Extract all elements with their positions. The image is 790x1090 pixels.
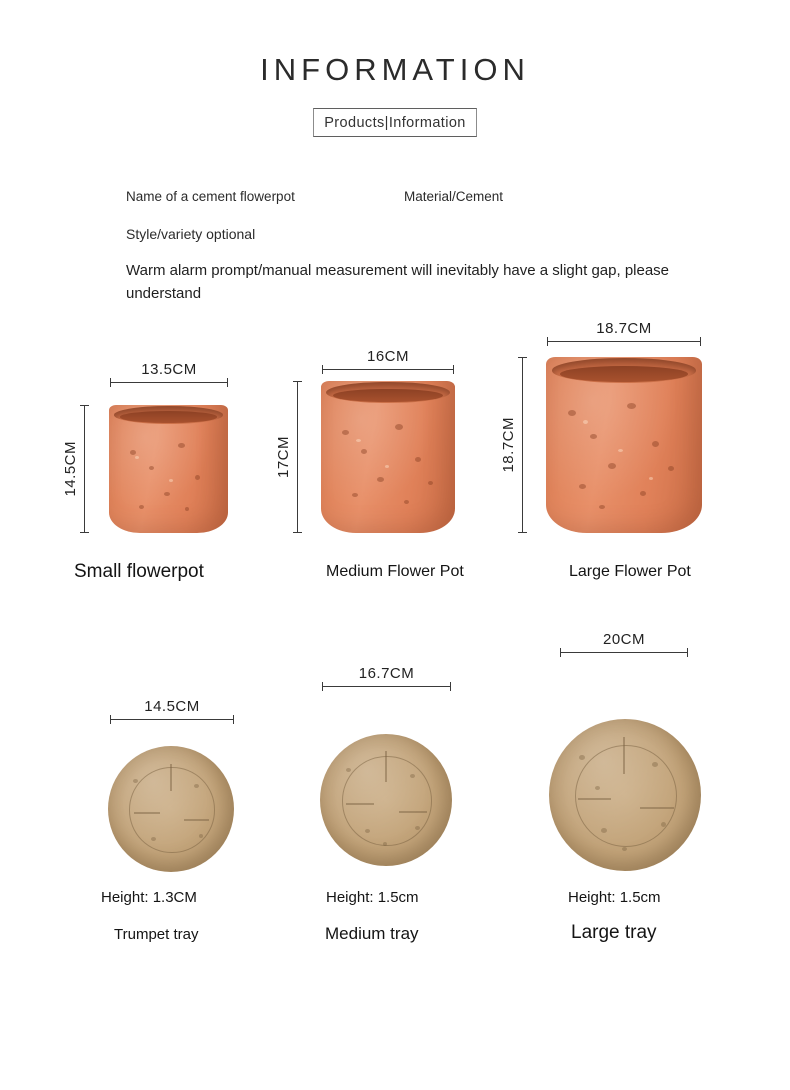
tray-row	[0, 631, 790, 971]
small-flowerpot-image	[109, 405, 228, 533]
spec-row-name-material	[126, 189, 726, 204]
texture-speck	[139, 505, 144, 509]
texture-speck	[383, 842, 387, 846]
page-title: INFORMATION	[260, 52, 530, 87]
small-pot-width-line	[110, 382, 228, 383]
texture-speck	[133, 779, 138, 783]
texture-speck	[361, 449, 367, 454]
trumpet-tray-width-dimension	[110, 698, 234, 720]
spec-warning: Warm alarm prompt/manual measurement will inevitably have a slight gap, please understand	[126, 262, 670, 302]
trumpet-tray-caption: Trumpet tray	[114, 926, 199, 943]
texture-highlight	[356, 439, 361, 442]
texture-speck	[668, 466, 674, 471]
information-page	[0, 52, 790, 1090]
texture-speck	[151, 837, 156, 841]
texture-speck	[622, 847, 627, 851]
texture-highlight	[583, 420, 588, 424]
large-pot-width-label: 18.7CM	[596, 320, 652, 337]
small-flowerpot-caption: Small flowerpot	[74, 561, 204, 582]
pot-interior	[560, 366, 688, 382]
tray-ring	[575, 745, 677, 847]
medium-pot-width-dimension	[322, 348, 454, 370]
spec-product-name: Name of a cement flowerpot	[126, 189, 295, 204]
medium-pot-width-label: 16CM	[366, 348, 409, 365]
medium-pot-width-line	[322, 369, 454, 370]
spec-material: Material/Cement	[404, 189, 504, 204]
texture-speck	[568, 410, 576, 416]
tray-groove	[346, 803, 374, 805]
texture-highlight	[385, 465, 389, 468]
flowerpot-row	[0, 320, 790, 653]
tray-groove	[184, 819, 209, 821]
texture-highlight	[649, 477, 653, 480]
medium-pot-height-label: 17CM	[275, 435, 292, 478]
subtitle-container	[0, 108, 790, 137]
pot-interior	[120, 411, 218, 423]
texture-speck	[590, 434, 597, 439]
large-tray-width-line	[560, 652, 688, 653]
tray-groove	[623, 737, 625, 773]
medium-pot-height-dimension	[275, 381, 298, 533]
texture-speck	[194, 784, 199, 788]
large-pot-width-line	[547, 341, 701, 342]
texture-speck	[652, 441, 659, 447]
texture-speck	[410, 774, 415, 778]
spec-style: Style/variety optional	[126, 226, 256, 242]
texture-highlight	[135, 456, 139, 459]
texture-speck	[579, 484, 586, 489]
tray-groove	[640, 807, 673, 809]
tray-groove	[134, 812, 159, 814]
trumpet-tray-height-text: Height: 1.3CM	[101, 889, 197, 906]
texture-speck	[195, 475, 200, 480]
texture-speck	[352, 493, 358, 497]
small-pot-width-label: 13.5CM	[141, 361, 197, 378]
medium-pot-height-line	[297, 381, 298, 533]
trumpet-tray-image	[108, 746, 234, 872]
tray-groove	[578, 798, 611, 800]
texture-speck	[404, 500, 409, 504]
medium-tray-width-label: 16.7CM	[358, 665, 415, 682]
texture-speck	[652, 762, 658, 767]
large-tray-caption: Large tray	[571, 922, 657, 943]
trumpet-tray-width-line	[110, 719, 234, 720]
texture-speck	[178, 443, 185, 448]
texture-speck	[185, 507, 189, 511]
small-pot-height-line	[84, 405, 85, 533]
large-flowerpot-caption: Large Flower Pot	[569, 563, 691, 580]
texture-speck	[342, 430, 349, 435]
medium-tray-height-text: Height: 1.5cm	[326, 889, 419, 906]
large-pot-height-dimension	[500, 357, 523, 533]
large-tray-height-text: Height: 1.5cm	[568, 889, 661, 906]
large-pot-width-dimension	[547, 320, 701, 342]
texture-speck	[164, 492, 170, 496]
texture-speck	[130, 450, 136, 455]
medium-tray-width-line	[322, 686, 451, 687]
texture-highlight	[169, 479, 173, 482]
medium-flowerpot-image	[321, 381, 455, 533]
breadcrumb: Products|Information	[313, 108, 477, 137]
texture-speck	[395, 424, 403, 430]
trumpet-tray-width-label: 14.5CM	[144, 698, 200, 715]
small-pot-height-dimension	[62, 405, 85, 533]
texture-speck	[415, 457, 421, 462]
texture-speck	[149, 466, 154, 470]
large-flowerpot-image	[546, 357, 702, 533]
medium-tray-caption: Medium tray	[325, 924, 419, 943]
texture-speck	[595, 786, 600, 790]
texture-speck	[346, 768, 351, 772]
texture-speck	[377, 477, 384, 482]
texture-highlight	[618, 449, 623, 452]
small-pot-width-dimension	[110, 361, 228, 383]
large-pot-height-line	[522, 357, 523, 533]
medium-flowerpot-caption: Medium Flower Pot	[326, 563, 464, 580]
spec-block	[126, 189, 726, 305]
tray-ring	[129, 767, 214, 852]
texture-speck	[608, 463, 616, 469]
medium-tray-image	[320, 734, 452, 866]
large-tray-image	[549, 719, 701, 871]
tray-groove	[399, 811, 427, 813]
texture-speck	[199, 834, 203, 838]
texture-speck	[365, 829, 370, 833]
large-tray-width-label: 20CM	[602, 631, 645, 648]
tray-groove	[385, 751, 387, 781]
texture-speck	[579, 755, 585, 760]
texture-speck	[640, 491, 646, 496]
tray-ring	[342, 756, 431, 845]
texture-speck	[627, 403, 636, 409]
medium-tray-width-dimension	[322, 665, 451, 687]
small-pot-height-label: 14.5CM	[62, 441, 79, 497]
texture-speck	[599, 505, 605, 509]
texture-speck	[428, 481, 433, 485]
large-pot-height-label: 18.7CM	[500, 417, 517, 473]
tray-groove	[170, 764, 172, 792]
pot-interior	[333, 389, 443, 403]
large-tray-width-dimension	[560, 631, 688, 653]
